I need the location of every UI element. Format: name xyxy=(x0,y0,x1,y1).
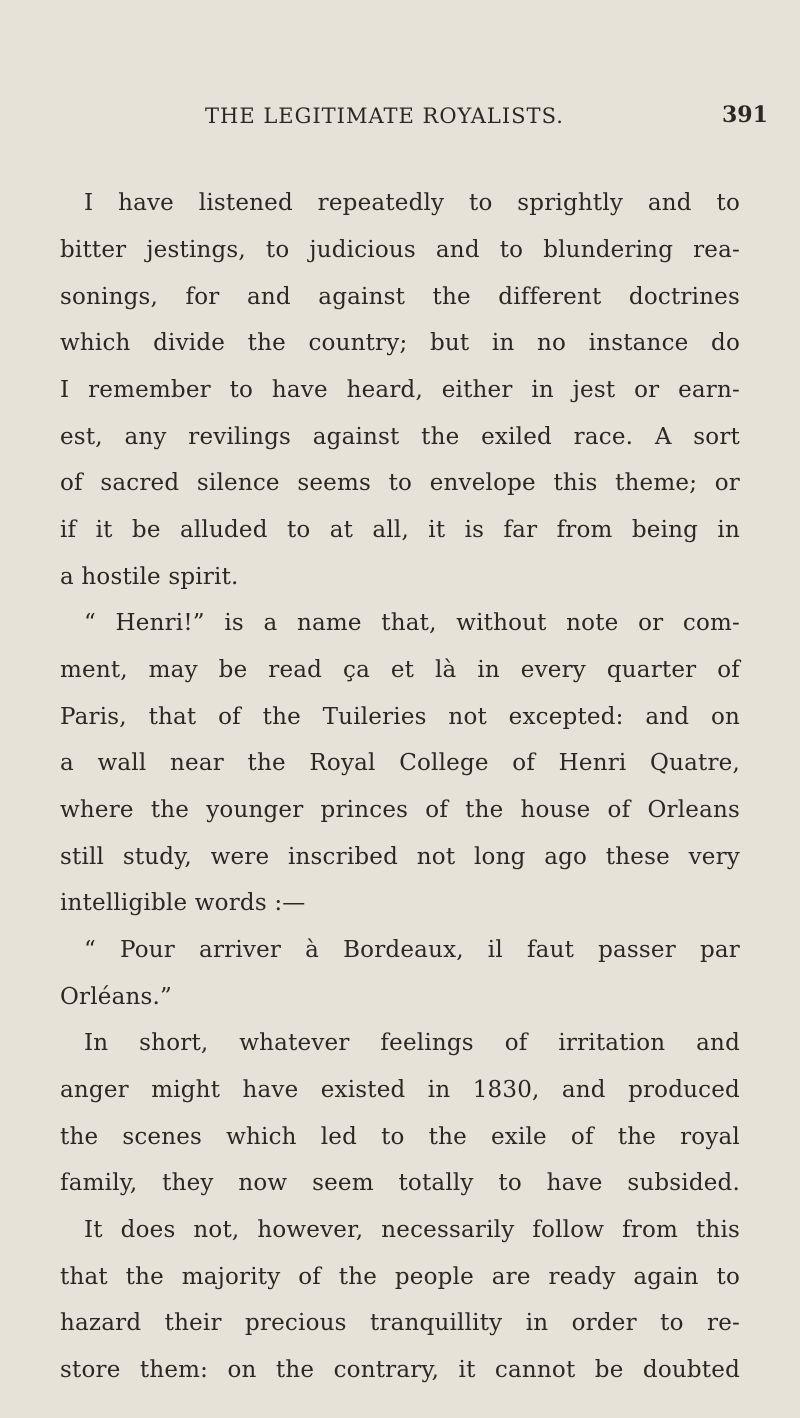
page-number: 391 xyxy=(722,102,768,128)
text-line: I have listened repeatedly to sprightly and to xyxy=(84,190,740,216)
text-line: the scenes which led to the exile of the royal xyxy=(60,1124,740,1150)
running-title: THE LEGITIMATE ROYALISTS. xyxy=(205,104,564,128)
text-line: bitter jestings, to judicious and to blundering rea- xyxy=(60,237,740,263)
text-line: still study, were inscribed not long ago these very xyxy=(60,844,740,870)
text-line: that the majority of the people are ready again to xyxy=(60,1264,740,1290)
text-line: ment, may be read ça et là in every quarter of xyxy=(60,657,740,683)
text-line: of sacred silence seems to envelope this theme; or xyxy=(60,470,740,496)
text-line: I remember to have heard, either in jest or earn- xyxy=(60,377,740,403)
text-line: Orléans.” xyxy=(60,984,173,1010)
text-line: “ Henri!” is a name that, without note or com- xyxy=(84,610,740,636)
text-line: family, they now seem totally to have subsided. xyxy=(60,1170,740,1196)
text-line: Paris, that of the Tuileries not excepted: and on xyxy=(60,704,740,730)
text-line: if it be alluded to at all, it is far from being in xyxy=(60,517,740,543)
text-line: store them: on the contrary, it cannot be doubted xyxy=(60,1357,740,1383)
text-line: In short, whatever feelings of irritation and xyxy=(84,1030,740,1056)
text-line: intelligible words :— xyxy=(60,890,306,916)
text-line: hazard their precious tranquillity in order to re- xyxy=(60,1310,740,1336)
text-line: a hostile spirit. xyxy=(60,564,239,590)
text-line: which divide the country; but in no instance do xyxy=(60,330,740,356)
running-head xyxy=(0,104,800,140)
text-line: It does not, however, necessarily follow from this xyxy=(84,1217,740,1243)
text-line: where the younger princes of the house of Orleans xyxy=(60,797,740,823)
text-line: “ Pour arriver à Bordeaux, il faut passer par xyxy=(84,937,740,963)
text-line: sonings, for and against the different doctrines xyxy=(60,284,740,310)
text-line: anger might have existed in 1830, and produced xyxy=(60,1077,740,1103)
text-line: est, any revilings against the exiled race. A sort xyxy=(60,424,740,450)
text-line: a wall near the Royal College of Henri Quatre, xyxy=(60,750,740,776)
